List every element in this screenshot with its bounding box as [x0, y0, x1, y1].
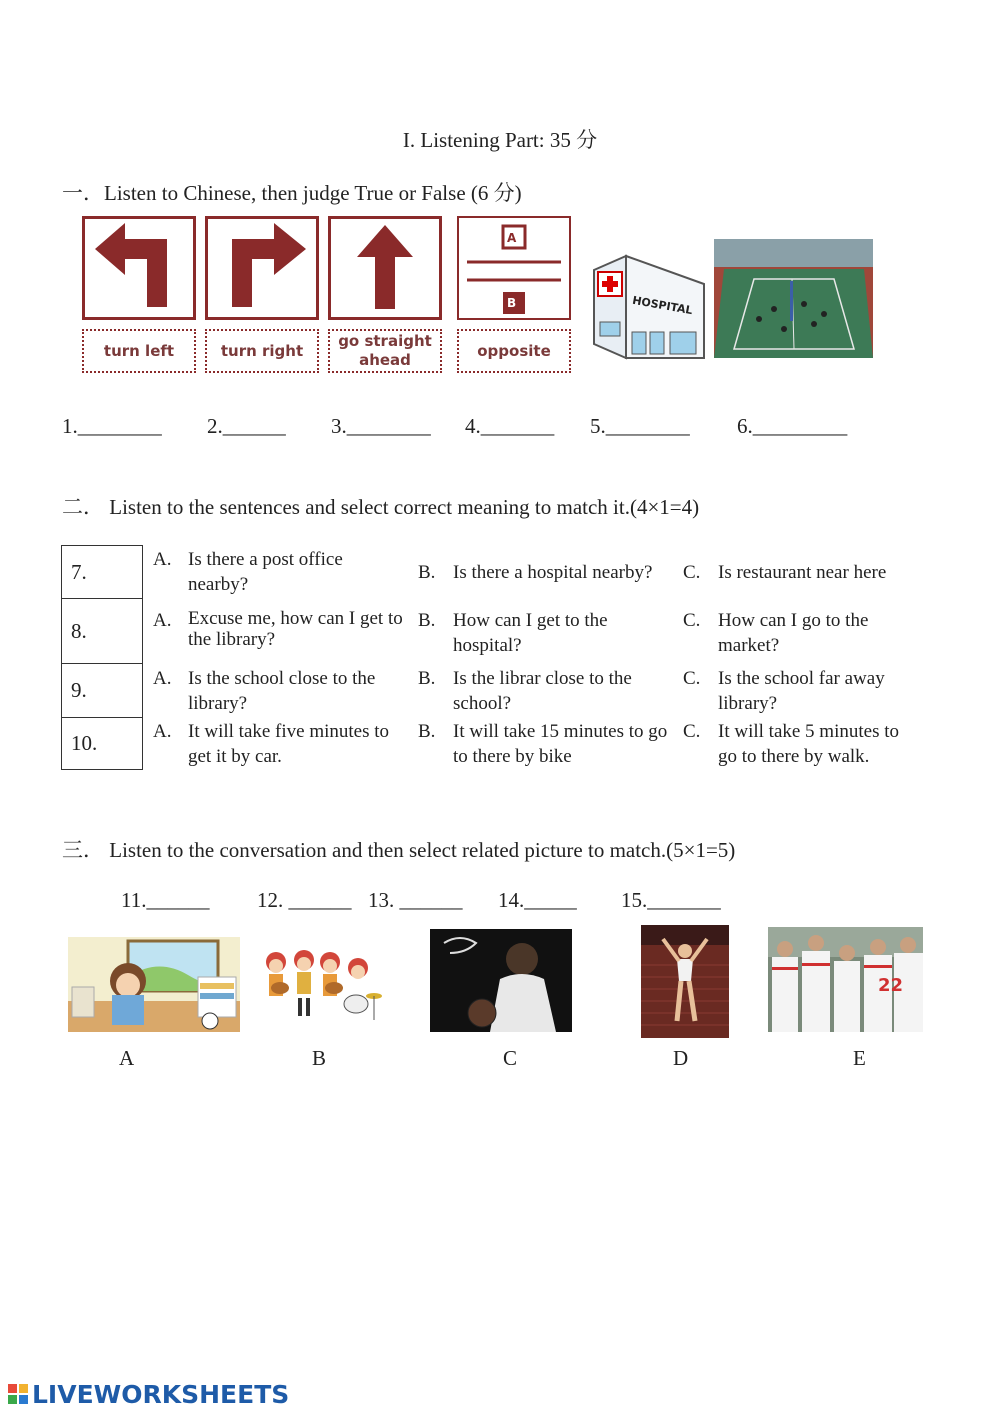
caption-opposite: opposite: [457, 329, 571, 373]
answer-blank-14[interactable]: 14._____: [498, 888, 577, 912]
hospital-label: HOSPITAL: [631, 293, 694, 318]
turn-right-sign-icon: [205, 216, 319, 320]
question-number-9: 9.: [61, 663, 143, 718]
picture-label-e: E: [853, 1046, 866, 1070]
answer-blank-4[interactable]: 4._______: [465, 414, 555, 438]
question-number-10: 10.: [61, 717, 143, 770]
basketball-court-photo: [714, 239, 873, 358]
answer-blank-12[interactable]: 12. ______: [257, 888, 352, 912]
picture-label-d: D: [673, 1046, 689, 1070]
picture-a-studying-image: [68, 937, 240, 1032]
answer-blank-1[interactable]: 1.________: [62, 414, 162, 438]
answer-blank-11[interactable]: 11.______: [121, 888, 210, 912]
answer-blank-15[interactable]: 15._______: [621, 888, 721, 912]
section1-heading: 一．Listen to Chinese, then judge True or False (6 分): [62, 181, 522, 205]
answer-blank-2[interactable]: 2.______: [207, 414, 286, 438]
picture-b-band-image: [260, 940, 384, 1024]
caption-turn-left: turn left: [82, 329, 196, 373]
shirt-number: 22: [878, 975, 904, 996]
footer-brand[interactable]: LIVEWORKSHEETS: [32, 1380, 290, 1409]
picture-label-a: A: [119, 1046, 135, 1070]
picture-label-b: B: [312, 1046, 327, 1070]
answer-blank-13[interactable]: 13. ______: [368, 888, 463, 912]
liveworksheets-logo-icon: [8, 1384, 30, 1406]
sign-letter-a: A: [507, 231, 517, 245]
question-number-7: 7.: [61, 545, 143, 599]
caption-go-straight: go straight ahead: [328, 329, 442, 373]
picture-d-cheerleader-image: [641, 925, 729, 1038]
sign-letter-b: B: [507, 296, 517, 310]
question-number-8: 8.: [61, 598, 143, 664]
caption-turn-right: turn right: [205, 329, 319, 373]
picture-label-c: C: [503, 1046, 518, 1070]
go-straight-sign-icon: [328, 216, 442, 320]
section3-heading: 三． Listen to the conversation and then select related picture to match.(5×1=5): [62, 838, 736, 862]
answer-blank-6[interactable]: 6._________: [737, 414, 848, 438]
section2-heading: 二． Listen to the sentences and select correct meaning to match it.(4×1=4): [62, 495, 700, 519]
answer-blank-3[interactable]: 3.________: [331, 414, 431, 438]
turn-left-sign-icon: [82, 216, 196, 320]
answer-blank-5[interactable]: 5.________: [590, 414, 690, 438]
picture-c-basketball-player-image: [430, 929, 572, 1032]
page-title: I. Listening Part: 35 分: [402, 128, 598, 152]
